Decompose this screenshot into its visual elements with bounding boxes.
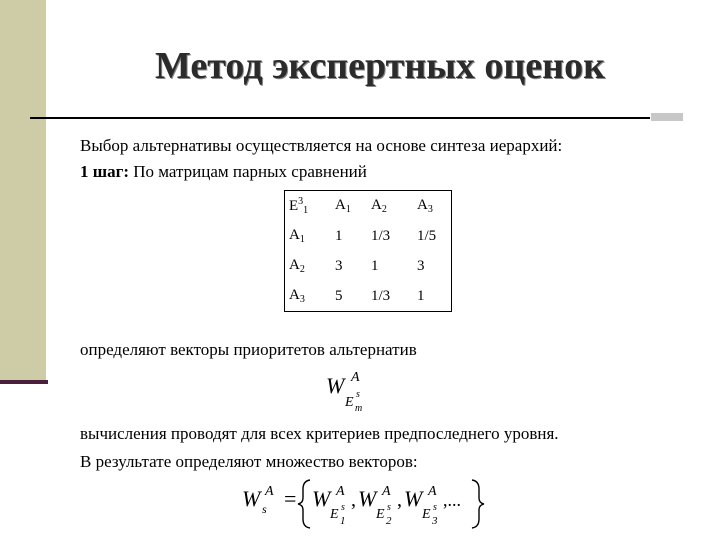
step-text: По матрицам парных сравнений <box>128 162 367 181</box>
formula-w3: W <box>404 486 423 511</box>
slide-title: Метод экспертных оценок <box>155 45 605 87</box>
title-rule-accent <box>651 113 683 121</box>
matrix-row <box>285 281 452 312</box>
matrix-header-cell: $A_3$ <box>417 197 433 215</box>
formula-sub-e: E <box>345 395 354 410</box>
formula-w3-sub-idx: 3 <box>432 515 438 527</box>
formula-w2-sub-s: s <box>387 502 391 513</box>
formula-sup-a: A <box>351 370 360 385</box>
pairwise-comparison-matrix <box>284 190 452 312</box>
formula-w1-sub-e: E <box>330 507 339 522</box>
matrix-cell: 1/3 <box>371 227 391 244</box>
formula-w1-sup-a: A <box>336 484 345 499</box>
priority-vector-formula <box>324 366 384 416</box>
formula-comma: , <box>351 489 356 511</box>
formula-lhs-sup-a: A <box>265 484 274 499</box>
priority-vectors-line: определяют векторы приоритетов альтернатив <box>80 340 417 359</box>
matrix-cell: 1 <box>417 287 425 304</box>
matrix-cell: 5 <box>335 287 343 304</box>
step-label: 1 шаг: <box>80 162 129 181</box>
formula-sub-m: m <box>355 403 363 414</box>
formula-w: W <box>326 373 345 398</box>
formula-lhs-sub-s: s <box>262 502 267 516</box>
step-line <box>80 162 367 182</box>
matrix-row <box>285 251 452 281</box>
formula-lhs-w: W <box>242 486 261 511</box>
sidebar-rule <box>0 380 48 384</box>
formula-sup-s: s <box>356 389 360 400</box>
formula-w2: W <box>358 486 377 511</box>
matrix-header-row <box>285 191 452 222</box>
calculation-line: вычисления проводят для всех критериев предпоследнего уровня. <box>80 424 559 443</box>
result-line: В результате определяют множество векторов: <box>80 452 418 471</box>
formula-comma: , <box>397 489 402 511</box>
formula-w2-sup-a: A <box>382 484 391 499</box>
formula-w1-sub-idx: 1 <box>340 515 346 527</box>
matrix-row-label: $A_3$ <box>289 287 305 305</box>
vector-set-formula <box>240 478 490 530</box>
matrix-row-label: $A_1$ <box>289 227 305 245</box>
title-rule <box>30 117 650 119</box>
left-brace <box>298 480 310 528</box>
matrix-cell: 1 <box>371 257 379 274</box>
matrix-row <box>285 221 452 251</box>
matrix-cell: 1 <box>335 227 343 244</box>
matrix-corner-cell: $E^3_1$ <box>289 196 309 216</box>
formula-w2-sub-e: E <box>376 507 385 522</box>
formula-w3-sup-a: A <box>428 484 437 499</box>
matrix-cell: 1/3 <box>371 287 391 304</box>
formula-w1: W <box>312 486 331 511</box>
formula-ellipsis: ,... <box>443 490 461 510</box>
matrix-cell: 3 <box>335 257 343 274</box>
intro-line: Выбор альтернативы осуществляется на основе синтеза иерархий: <box>80 136 563 155</box>
matrix-cell: 1/5 <box>417 227 437 244</box>
formula-equals: = <box>284 486 297 511</box>
formula-w2-sub-idx: 2 <box>386 515 392 527</box>
matrix-cell: 3 <box>417 257 425 274</box>
formula-w3-sub-e: E <box>422 507 431 522</box>
matrix-header-cell: $A_2$ <box>371 197 387 215</box>
matrix-header-cell: $A_1$ <box>335 197 351 215</box>
right-brace <box>472 480 484 528</box>
matrix-row-label: $A_2$ <box>289 257 305 275</box>
formula-w1-sub-s: s <box>341 502 345 513</box>
formula-w3-sub-s: s <box>433 502 437 513</box>
